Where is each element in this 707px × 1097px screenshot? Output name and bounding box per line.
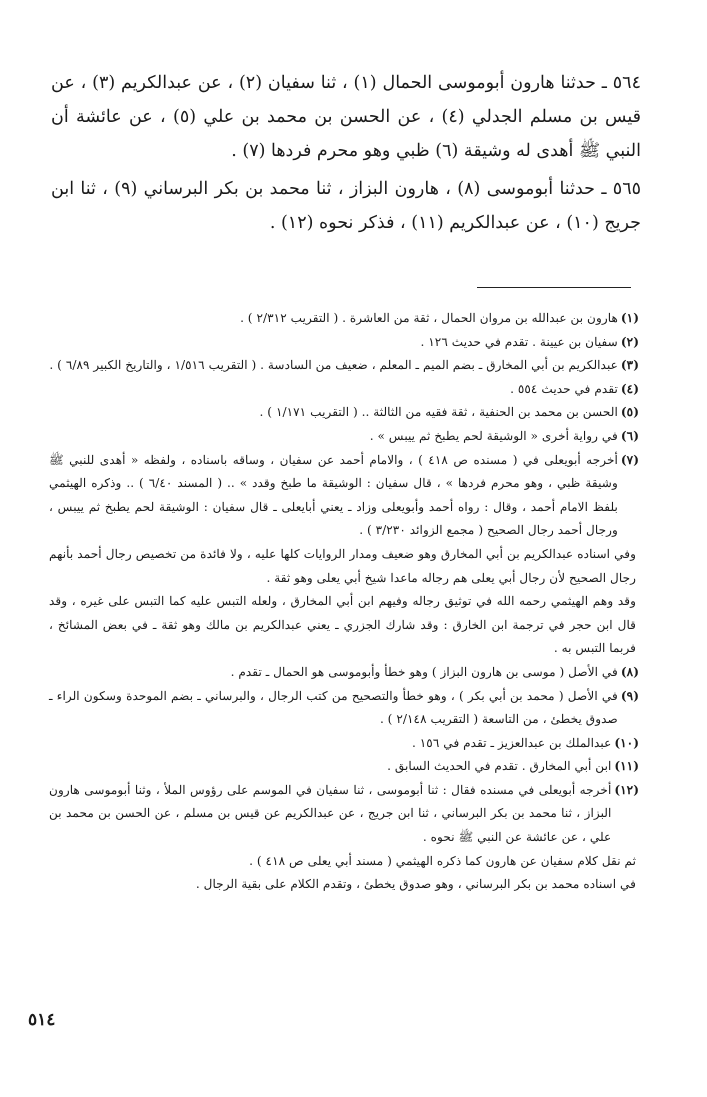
hadith-564: ٥٦٤ ـ حدثنا هارون أبوموسى الحمال (١) ، ثنا سفيان (٢) ، عن عبدالكريم (٣) ، عن قيس بن مسلم الجدلي (٤) ، عن الحسن بن محمد بن علي (٥) ، عن عائشة أن النبي ﷺ أهدى له وشيقة (٦) ظبي وهو محرم فردها (٧) . [51,73,642,161]
footnote-text: ابن أبي المخارق . تقدم في الحديث السابق . [387,759,612,774]
footnote-number: (٩) [620,688,639,703]
footnote-continuation [49,543,639,590]
footnote-text: وفي اسناده عبدالكريم بن أبي المخارق وهو ضعيف ومدار الروايات كلها عليه ، ولا فائدة من تخصيص رجال أحمد بأنهم رجال الصحيح لأن رجال أبي يعلى هم رجاله ماعدا شيخ أبي يعلى وهو ثقة . [49,546,636,585]
footnote-text: وقد وهم الهيثمي رحمه الله في توثيق رجاله وفيهم ابن أبي المخارق ، ولعله التبس عليه كما التبس على غيره ، وقد قال ابن حجر في ترجمة ابن الخارق : وقد شارك الجزري ـ يعني عبدالكريم بن مالك وهو ثقة ـ في بعض المشائخ ، فربما التبس به . [49,594,636,656]
footnote-text: عبدالملك بن عبدالعزيز ـ تقدم في ١٥٦ . [412,735,612,750]
footnote [49,378,639,402]
footnote-continuation [49,850,639,874]
footnote-text: الحسن بن محمد بن الحنفية ، ثقة فقيه من الثالثة .. ( التقريب ١/١٧١ ) . [259,405,618,420]
footnote-text: تقدم في حديث ٥٥٤ . [510,381,618,396]
footnote-number: (١١) [614,759,639,774]
footnotes [49,307,639,897]
main-text [51,66,641,244]
footnote-number: (٢) [620,334,639,349]
footnote-text: في الأصل ( محمد بن أبي بكر ) ، وهو خطأ والتصحيح من كتب الرجال ، والبرساني ـ بضم الموحدة وسكون الراء ـ صدوق يخطئ ، من التاسعة ( التقريب ٢/١٤٨ ) . [49,688,618,727]
footnote [49,307,639,331]
hadith-565: ٥٦٥ ـ حدثنا أبوموسى (٨) ، هارون البزاز ، ثنا محمد بن بكر البرساني (٩) ، ثنا ابن جريج (١٠) ، عن عبدالكريم (١١) ، فذكر نحوه (١٢) . [51,179,641,233]
footnote-number: (٥) [620,405,639,420]
footnote-text: هارون بن عبدالله بن مروان الحمال ، ثقة من العاشرة . ( التقريب ٢/٣١٢ ) . [240,311,618,325]
footnote-text: ثم نقل كلام سفيان عن هارون كما ذكره الهيثمي ( مسند أبي يعلى ص ٤١٨ ) . [249,853,636,868]
footnote [49,779,639,850]
footnote-continuation [49,873,639,897]
footnote [49,661,639,685]
footnote-text: أخرجه أبويعلى في ( مسنده ص ٤١٨ ) ، والامام أحمد عن سفيان ، وساقه باسناده ، ولفظه « أهدى للنبي ﷺ وشيقة ظبي ، وهو محرم فردها » ، قال سفيان : الوشيقة ما طبخ وقدد » .. ( المسند ٦/٤٠ ) .. وذكره الهيثمي بلفظ الامام أحمد ، وقال : رواه أحمد وأبويعلى وزاد ـ يعني أبايعلى ـ قال سفيان : الوشيقة لحم يطبخ ثم ييبس ، ورجال أحمد رجال الصحيح ( مجمع الزوائد ٣/٢٣٠ ) . [49,452,618,538]
footnote-number: (١٠) [614,735,639,750]
page-number: ٥١٤ [28,1010,56,1030]
footnote [49,401,639,425]
footnote-separator [477,287,631,288]
footnote-number: (٤) [620,381,639,396]
footnote-number: (١٢) [614,782,639,797]
footnote-text: في الأصل ( موسى بن هارون البزاز ) وهو خطأ وأبوموسى هو الحمال ـ تقدم . [230,664,618,679]
footnote [49,685,639,732]
footnote-text: سفيان بن عيينة . تقدم في حديث ١٢٦ . [420,334,618,349]
footnote-text: أخرجه أبويعلى في مسنده فقال : ثنا أبوموسى ، ثنا سفيان في الموسم على رؤوس الملأ ، وثنا أبوموسى هارون البزاز ، ثنا محمد بن بكر البرساني ، ثنا ابن جريج ، عن عبدالكريم عن قيس بن مسلم ، عن الحسن بن محمد بن علي ، عن عائشة عن النبي ﷺ نحوه . [49,782,612,845]
footnote [49,755,639,779]
footnote [49,449,639,543]
footnote [49,732,639,756]
footnote [49,425,639,449]
footnote-number: (٨) [620,664,639,679]
footnote [49,331,639,355]
footnote-text: عبدالكريم بن أبي المخارق ـ بضم الميم ـ المعلم ، ضعيف من السادسة . ( التقريب ١/٥١٦ ، والتاريخ الكبير ٦/٨٩ ) . [49,358,618,373]
footnote-number: (٧) [620,452,639,467]
footnote-number: (٦) [620,428,639,443]
footnote-continuation [49,590,639,661]
footnote-text: في رواية أخرى « الوشيقة لحم يطبخ ثم ييبس » . [369,428,618,443]
footnote-number: (١) [620,311,639,325]
footnote-text: في اسناده محمد بن بكر البرساني ، وهو صدوق يخطئ ، وتقدم الكلام على بقية الرجال . [195,877,636,892]
footnote-number: (٣) [620,358,639,373]
footnote [49,354,639,378]
